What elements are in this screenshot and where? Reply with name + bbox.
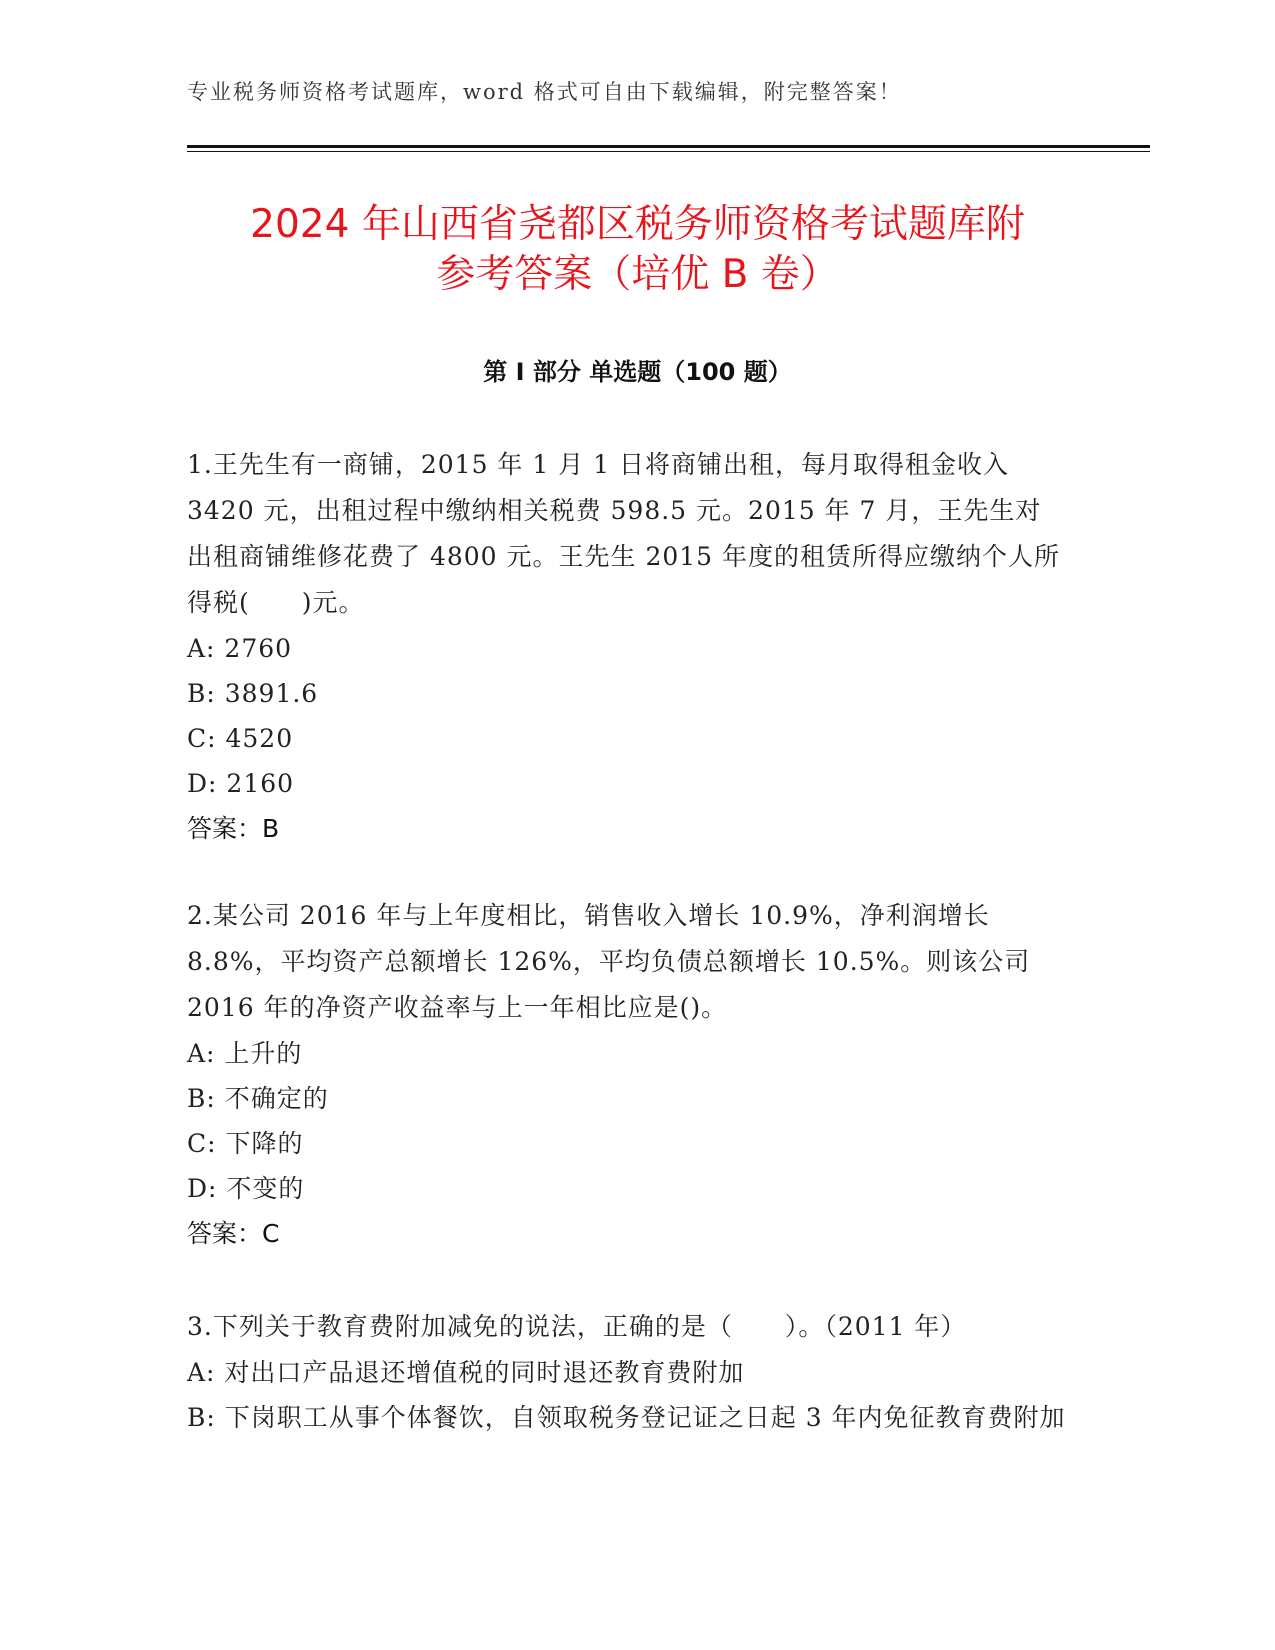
document-title-line2: 参考答案（培优 B 卷）	[436, 252, 839, 297]
question-stem: 3.下列关于教育费附加减免的说法，正确的是（ ）。（2011 年）	[187, 1312, 967, 1341]
option-a: A: 2760	[187, 634, 293, 663]
section-heading: 第 I 部分 单选题（100 题）	[483, 358, 792, 386]
option-c: C: 下降的	[187, 1129, 304, 1158]
question-1	[187, 442, 1067, 852]
answer: 答案：B	[187, 814, 280, 843]
question-3	[187, 1304, 1067, 1440]
option-c: C: 4520	[187, 724, 294, 753]
question-stem: 1.王先生有一商铺，2015 年 1 月 1 日将商铺出租，每月取得租金收入 3420 元，出租过程中缴纳相关税费 598.5 元。2015 年 7 月，王先生对出租商铺维修花费了 4800 元。王先生 2015 年度的租赁所得应缴纳个人所得税( )元。	[187, 450, 1061, 617]
option-b: B: 下岗职工从事个体餐饮，自领取税务登记证之日起 3 年内免征教育费附加	[187, 1403, 1066, 1432]
document-title-line1: 2024 年山西省尧都区税务师资格考试题库附	[250, 202, 1025, 247]
option-a: A: 对出口产品退还增值税的同时退还教育费附加	[187, 1358, 745, 1387]
answer: 答案：C	[187, 1219, 280, 1248]
question-2	[187, 893, 1067, 1257]
header-divider-thick	[187, 145, 1150, 148]
option-d: D: 2160	[187, 769, 295, 798]
option-a: A: 上升的	[187, 1039, 303, 1068]
question-stem: 2.某公司 2016 年与上年度相比，销售收入增长 10.9%，净利润增长 8.8%，平均资产总额增长 126%，平均负债总额增长 10.5%。则该公司 2016 年的净资产收益率与上一年相比应是()。	[187, 901, 1031, 1022]
document-title	[150, 200, 1125, 300]
option-b: B: 3891.6	[187, 679, 319, 708]
header-divider-thin	[187, 151, 1150, 152]
option-d: D: 不变的	[187, 1174, 305, 1203]
option-b: B: 不确定的	[187, 1084, 329, 1113]
header-note: 专业税务师资格考试题库，word 格式可自由下载编辑，附完整答案！	[187, 80, 902, 104]
